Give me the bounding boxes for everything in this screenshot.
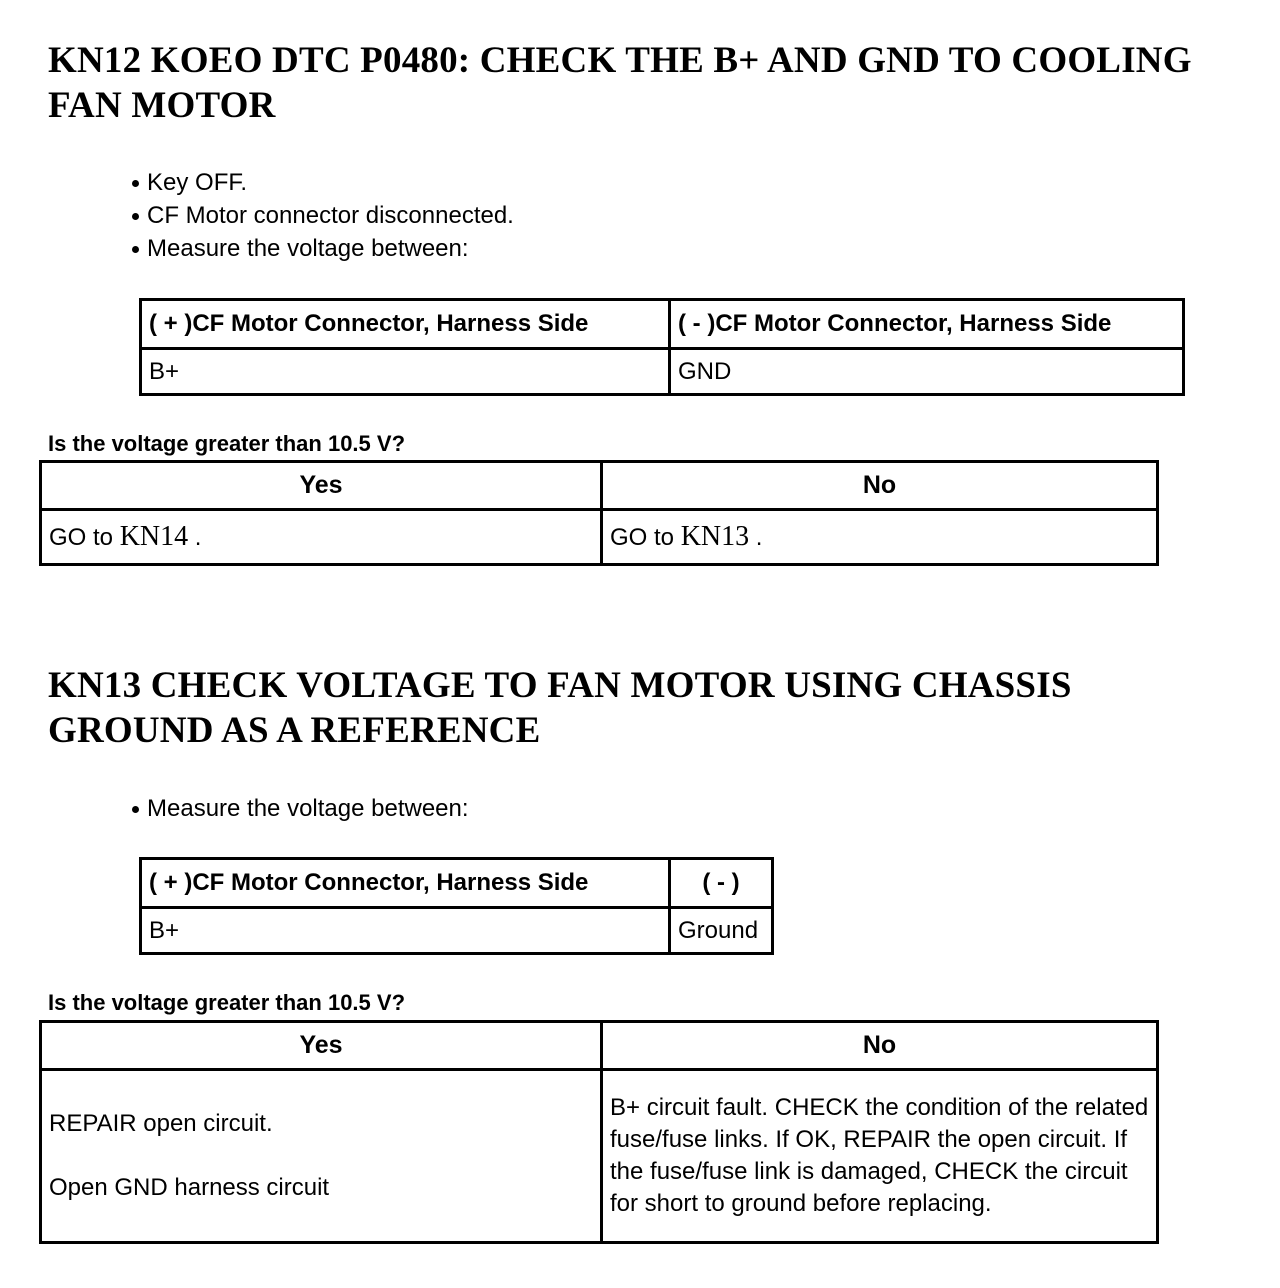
kn13-no-action: B+ circuit fault. CHECK the condition of the related fuse/fuse links. If OK, REPAIR the open circuit. If the fuse/fuse link is damaged, CHECK the circuit for short to ground before replacing. [602, 1070, 1158, 1243]
kn13-negative-header: ( - ) [670, 859, 773, 908]
kn12-title [48, 38, 1192, 128]
kn12-positive-value: B+ [141, 349, 670, 395]
kn12-no-header: No [602, 462, 1158, 510]
kn12-no-period: . [749, 524, 763, 551]
kn12-yes-period: . [188, 524, 202, 551]
kn12-answer-table [39, 460, 1159, 566]
kn12-step: Measure the voltage between: [130, 232, 514, 265]
kn12-no-action [602, 510, 1158, 565]
kn13-yes-cause: Open GND harness circuit [49, 1174, 330, 1201]
kn12-question: Is the voltage greater than 10.5 V? [48, 431, 406, 456]
kn13-positive-value: B+ [141, 908, 670, 954]
kn12-step: CF Motor connector disconnected. [130, 199, 514, 232]
kn13-title-line-2: GROUND AS A REFERENCE [48, 710, 541, 751]
kn13-measure-table [139, 857, 774, 955]
kn13-positive-header: ( + )CF Motor Connector, Harness Side [141, 859, 670, 908]
kn12-step: Key OFF. [130, 166, 514, 199]
kn13-yes-header: Yes [41, 1022, 602, 1070]
kn13-yes-action [41, 1070, 602, 1243]
kn12-yes-link[interactable]: KN14 [119, 521, 189, 552]
kn12-negative-header: ( - )CF Motor Connector, Harness Side [670, 300, 1184, 349]
kn13-answer-table [39, 1020, 1159, 1244]
kn12-yes-prefix: GO to [49, 524, 120, 551]
kn13-step: Measure the voltage between: [130, 792, 469, 825]
kn13-title [48, 663, 1072, 753]
kn12-title-line-2: FAN MOTOR [48, 85, 276, 126]
kn13-negative-value: Ground [670, 908, 773, 954]
kn12-yes-action [41, 510, 602, 565]
kn12-no-prefix: GO to [610, 524, 681, 551]
kn12-measure-table [139, 298, 1185, 396]
kn12-negative-value: GND [670, 349, 1184, 395]
kn12-yes-header: Yes [41, 462, 602, 510]
kn13-title-line-1: KN13 CHECK VOLTAGE TO FAN MOTOR USING CHASSIS [48, 665, 1072, 706]
kn13-step-list [130, 792, 469, 825]
kn12-title-line-1: KN12 KOEO DTC P0480: CHECK THE B+ AND GND TO COOLING [48, 40, 1192, 81]
kn13-no-header: No [602, 1022, 1158, 1070]
kn12-positive-header: ( + )CF Motor Connector, Harness Side [141, 300, 670, 349]
kn12-no-link[interactable]: KN13 [680, 521, 750, 552]
kn13-question: Is the voltage greater than 10.5 V? [48, 990, 406, 1015]
kn13-yes-repair: REPAIR open circuit. [49, 1110, 273, 1137]
kn12-step-list [130, 166, 514, 265]
